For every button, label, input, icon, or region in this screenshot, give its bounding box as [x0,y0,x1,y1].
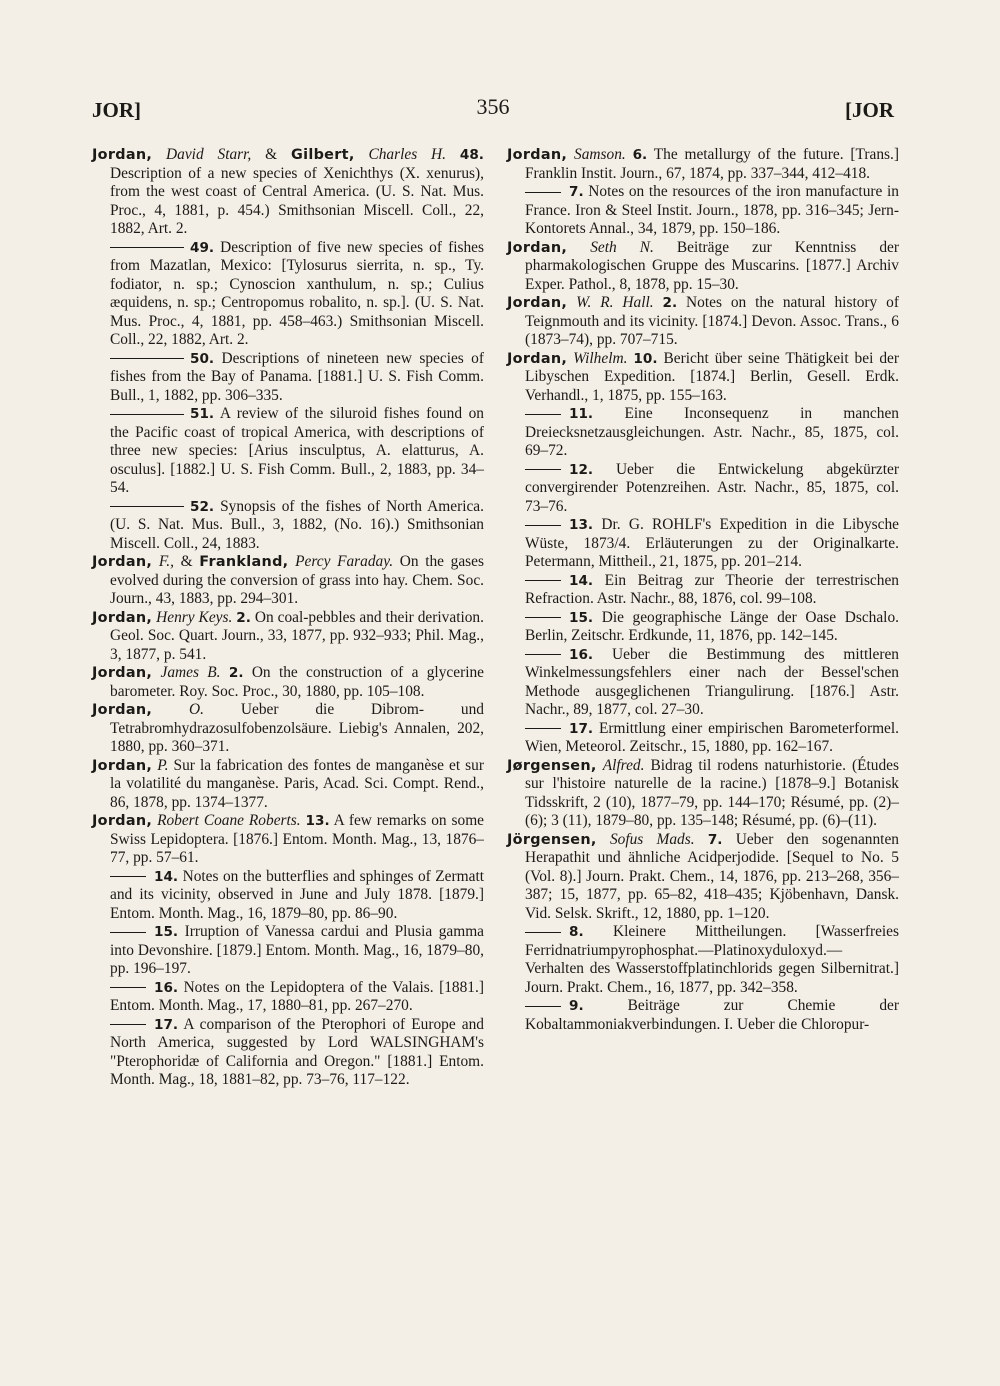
bibliography-entry [507,405,899,461]
bibliography-entry [92,405,484,498]
bibliography-entry [92,812,484,868]
author-given-name: F., [158,553,174,570]
coauthor-surname: Gilbert, [291,147,355,163]
bibliography-entry [92,923,484,979]
ditto-rule [110,987,146,988]
author-surname: Jordan, [92,147,153,163]
ditto-rule [525,469,561,470]
entry-number: 50. [190,350,215,367]
entry-number: 15. [154,924,179,940]
ditto-rule [110,1024,146,1025]
entry-number: 14. [569,572,594,589]
entry-text: Ermittlung einer empirischen Barometerformel. Wien, Meteorol. Zeitschr., 15, 1880, pp. 162–167. [525,719,899,755]
ditto-rule [110,247,184,248]
entry-text: A few remarks on some Swiss Lepidoptera. [1876.] Entom. Month. Mag., 13, 1876–77, pp. 57–61. [110,812,484,866]
entry-text: Notes on the Lepidoptera of the Valais. [1881.] Entom. Month. Mag., 17, 1880–81, pp. 267–270. [110,978,484,1014]
ditto-rule [525,580,561,581]
entry-text: Notes on the butterflies and sphinges of Zermatt and its vicinity, observed in June and July 1878. [1879.] Entom. Month. Mag., 16, 1879–80, pp. 86–90. [110,867,484,922]
ditto-rule [525,654,561,655]
coauthor-join: & [265,146,278,163]
author-given-name: James B. [160,664,221,681]
entry-text: Descriptions of nineteen new species of fishes from the Bay of Panama. [1881.] U. S. Fish Comm. Bull., 1, 1882, pp. 306–335. [110,349,484,404]
ditto-rule [110,932,146,933]
author-surname: Jørgensen, [507,757,597,774]
author-surname: Jörgensen, [507,831,597,848]
bibliography-entry [507,461,899,517]
bibliography-entry [92,757,484,813]
entry-text: A comparison of the Pterophori of Europe and North America, suggested by Lord WALSINGHAM's "Pterophoridæ of California and Oregon." [1881.] Entom. Month. Mag., 18, 1881–82, pp. 73–76, 117–122. [110,1015,485,1088]
author-surname: Jordan, [507,350,568,367]
bibliography-entry [92,239,484,350]
bibliography-entry [92,553,484,609]
entry-text: Ein Beitrag zur Theorie der terrestrischen Refraction. Astr. Nachr., 88, 1876, col. 99–108. [525,571,899,607]
author-given-name: O. [189,701,205,718]
author-given-name: David Starr, [166,146,252,163]
bibliography-entry [92,979,484,1016]
entry-number: 13. [569,517,594,533]
running-head-right: [JOR [845,98,894,122]
left-column [92,146,484,1090]
entry-number: 9. [569,998,584,1014]
entry-text: The metallurgy of the future. [Trans.] Franklin Instit. Journ., 67, 1874, pp. 337–344, 412–418. [525,146,899,182]
ditto-rule [110,506,184,507]
author-surname: Jordan, [92,757,153,774]
page-header [92,94,894,128]
entry-text: Beiträge zur Chemie der Kobaltammoniakverbindungen. I. Ueber die Chloropur- [525,997,899,1033]
ditto-rule [525,525,561,526]
author-surname: Jordan, [92,813,153,829]
author-surname: Jordan, [92,665,153,681]
entry-text: Ueber die Entwickelung abgekürzter convergirender Potenzreihen. Astr. Nachr., 85, 1875, col. 73–76. [525,460,899,515]
entry-number: 2. [236,609,251,626]
entry-number: 7. [569,184,584,200]
entry-number: 10. [633,350,658,367]
bibliography-entry [507,997,899,1034]
entry-text: Bidrag til rodens naturhistorie. (Études sur l'histoire naturelle de la racine.) [1878–9.] Botanisk Tidsskrift, 2 (10), 1877–79, pp. 144–170; Résumé, pp. (2)–(6); 3 (11), 1879–80, pp. 135–148; Résumé, pp. (6)–(11). [525,756,899,829]
bibliography-entry [507,294,899,350]
entry-text: Dr. G. ROHLF's Expedition in die Libysche Wüste, 1873/4. Erläuterungen zu der Originalkarte. Petermann, Mittheil., 21, 1875, pp. 201–214. [525,516,899,570]
bibliography-entry [507,720,899,757]
entry-number: 51. [190,406,215,422]
running-head-left: JOR] [92,98,141,122]
entry-number: 6. [632,147,648,163]
entry-number: 17. [569,720,594,737]
entry-text: Sur la fabrication des fontes de manganèse et sur la volatilité du manganèse. Paris, Acad. Sci. Compt. Rend., 86, 1878, pp. 1374–1377. [110,756,484,811]
author-given-name: W. R. Hall. [576,294,654,311]
entry-text: Eine Inconsequenz in manchen Dreiecksnetzausgleichungen. Astr. Nachr., 85, 1875, col. 69–72. [525,405,899,459]
entry-text: Description of five new species of fishes from Mazatlan, Mexico: [Tylosurus sierrita, n. sp., Ty. fodiator, n. sp.; Cynoscion xanthulum, n. sp.; Culius æquidens, n. sp.; Centropomus robalito, n. sp.]. (U. S. Nat. Mus. Proc., 4, 1881, pp. 458–463.) Smithsonian Miscell. Coll., 22, 1882, Art. 2. [110,238,484,348]
entry-text: On coal-pebbles and their derivation. Geol. Soc. Quart. Journ., 33, 1877, pp. 932–933; Phil. Mag., 3, 1877, p. 541. [110,608,484,663]
bibliography-entry [92,1016,484,1090]
bibliography-entry [507,609,899,646]
entry-text: Bericht über seine Thätigkeit bei der Libyschen Expedition. [1874.] Berlin, Gesell. Erdk. Verhandl., 1, 1875, pp. 155–163. [525,349,899,404]
entry-text: Notes on the resources of the iron manufacture in France. Iron & Steel Instit. Journ., 1878, pp. 316–345; Jern-Kontorets Annal., 34, 1879, pp. 150–186. [525,183,899,237]
entry-text: Irruption of Vanessa cardui and Plusia gamma into Devonshire. [1879.] Entom. Month. Mag., 16, 1879–80, pp. 196–197. [110,923,484,977]
entry-text: Notes on the natural history of Teignmouth and its vicinity. [1874.] Devon. Assoc. Trans., 6 (1873–74), pp. 707–715. [525,294,899,348]
entry-number: 13. [305,813,330,829]
author-given-name: Sofus Mads. [609,830,695,848]
bibliography-entry [92,498,484,554]
page-number: 356 [476,94,510,119]
entry-text: Ueber den sogenannten Herapathit und ähnliche Acidperjodide. [Sequel to No. 5 (Vol. 8).] Journ. Prakt. Chem., 14, 1876, pp. 213–268, 356–387; 15, 1877, pp. 65–82, 418–435; Kjöbenhavn, Dansk. Vid. Selsk. Skrift., 12, 1880, pp. 1–120. [525,830,899,922]
entry-number: 52. [190,498,215,515]
coauthor-given-name: Percy Faraday. [295,553,394,570]
bibliography-entry [92,701,484,757]
right-column [507,146,899,1034]
ditto-rule [110,358,184,359]
author-surname: Jordan, [507,147,568,163]
ditto-rule [525,414,561,415]
author-given-name: Henry Keys. [156,608,233,626]
bibliography-entry [507,516,899,572]
entry-number: 11. [569,406,594,422]
bibliography-entry [92,868,484,924]
ditto-rule [110,414,184,415]
entry-text: Synopsis of the fishes of North America. (U. S. Nat. Mus. Bull., 3, 1882, (No. 16).) Smithsonian Miscell. Coll., 24, 1883. [110,497,484,552]
entry-number: 49. [190,239,215,256]
author-surname: Jordan, [507,295,568,311]
entry-text: Kleinere Mittheilungen. [Wasserfreies Ferridnatriumpyrophosphat.—Platinoxyduloxyd.—Verhalten des Wasserstoffplatinchlorids gegen Silbernitrat.] Journ. Prakt. Chem., 16, 1877, pp. 342–358. [525,923,899,996]
author-given-name: P. [157,756,169,774]
ditto-rule [525,192,561,193]
bibliography-entry [92,664,484,701]
bibliography-entry [507,239,899,295]
author-surname: Jordan, [507,239,568,256]
bibliography-entry [507,646,899,720]
bibliography-entry [92,146,484,239]
entry-text: Description of a new species of Xenichthys (X. xenurus), from the west coast of Central America. (U. S. Nat. Mus. Proc., 4, 1881, p. 454.) Smithsonian Miscell. Coll., 22, 1882, Art. 2. [110,164,484,237]
entry-number: 16. [569,646,594,663]
ditto-rule [525,1006,561,1007]
bibliography-entry [507,350,899,406]
entry-number: 8. [569,924,584,940]
coauthor-surname: Frankland, [199,554,289,570]
author-given-name: Alfred. [602,756,645,774]
entry-number: 14. [154,868,179,885]
entry-number: 15. [569,609,594,626]
bibliography-entry [507,183,899,239]
bibliography-entry [507,757,899,831]
entry-text: Ueber die Dibrom- und Tetrabromhydrazosulfobenzolsäure. Liebig's Annalen, 202, 1880, pp. 360–371. [110,701,484,755]
author-surname: Jordan, [92,702,153,718]
coauthor-given-name: Charles H. [368,146,447,163]
entry-text: A review of the siluroid fishes found on the Pacific coast of tropical America, with descriptions of three new species: [Arius insculptus, A. elatturus, A. osculus]. [1882.] U. S. Fish Comm. Bull., 2, 1883, pp. 34–54. [110,405,484,496]
bibliography-entry [507,831,899,924]
bibliography-entry [507,146,899,183]
entry-number: 12. [569,461,594,478]
entry-number: 16. [154,979,179,996]
entry-number: 2. [228,665,244,681]
entry-number: 17. [154,1016,179,1033]
entry-number: 7. [707,831,723,848]
ditto-rule [525,728,561,729]
author-given-name: Wilhelm. [573,349,628,367]
entry-text: On the gases evolved during the conversion of grass into hay. Chem. Soc. Journ., 43, 1883, pp. 294–301. [110,553,484,607]
entry-number: 2. [662,295,678,311]
entry-text: Beiträge zur Kenntniss der pharmakologischen Gruppe des Muscarins. [1877.] Archiv Exper. Pathol., 8, 1878, pp. 15–30. [525,238,899,293]
entry-number: 48. [459,147,484,163]
ditto-rule [110,876,146,877]
author-given-name: Samson. [574,146,626,163]
author-surname: Jordan, [92,554,153,570]
entry-text: Die geographische Länge der Oase Dschalo. Berlin, Zeitschr. Erdkunde, 11, 1876, pp. 142–145. [525,608,899,644]
bibliography-entry [92,609,484,665]
coauthor-join: & [180,553,193,570]
entry-text: On the construction of a glycerine barometer. Roy. Soc. Proc., 30, 1880, pp. 105–108. [110,664,484,700]
ditto-rule [525,932,561,933]
entry-text: Ueber die Bestimmung des mittleren Winkelmessungsfehlers einer nach der Bessel'schen Methode ausgeglichenen Triangulirung. [1876.] Astr. Nachr., 89, 1877, col. 27–30. [525,645,899,718]
bibliography-entry [92,350,484,406]
author-given-name: Robert Coane Roberts. [157,812,301,829]
ditto-rule [525,617,561,618]
author-surname: Jordan, [92,609,153,626]
bibliography-entry [507,923,899,997]
bibliography-entry [507,572,899,609]
author-given-name: Seth N. [590,238,654,256]
